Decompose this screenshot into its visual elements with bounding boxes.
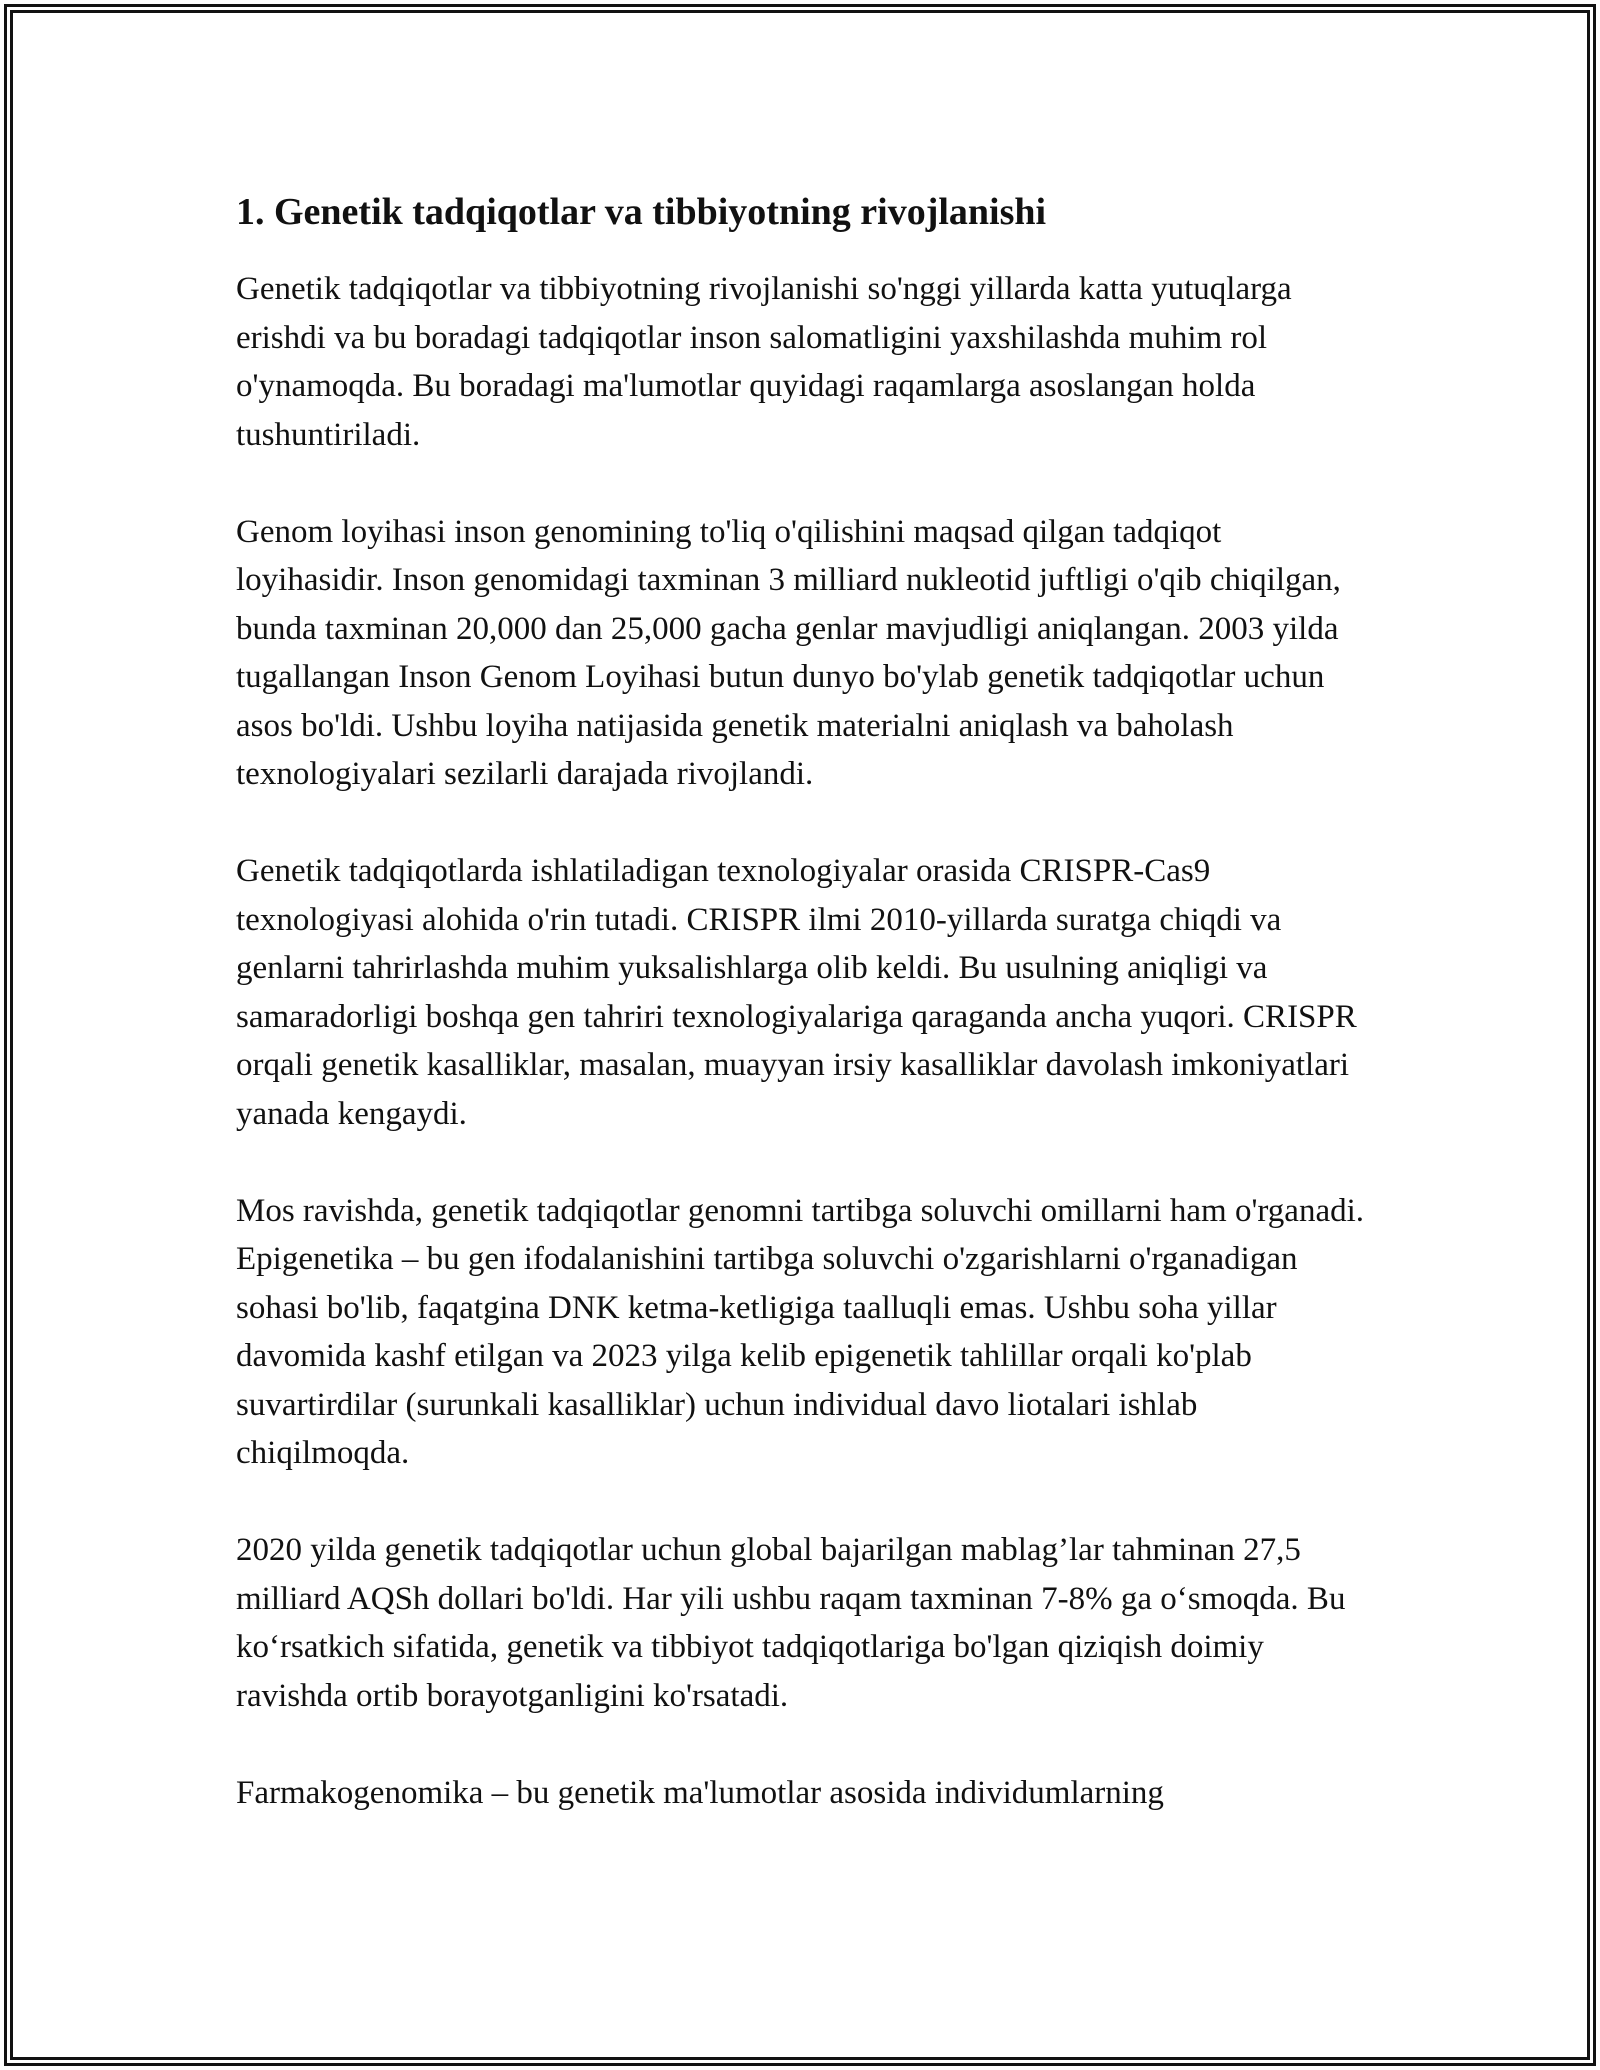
paragraph-funding: 2020 yilda genetik tadqiqotlar uchun global bajarilgan mablag’lar tahminan 27,5 milliard AQSh dollari bo'ldi. Har yili ushbu raqam taxminan 7-8% ga o‘smoqda. Bu ko‘rsatkich sifatida, genetik va tibbiyot tadqiqotlariga bo'lgan qiziqish doimiy ravishda ortib borayotganligini ko'rsatadi. <box>236 1532 1346 1714</box>
paragraph-genome-project: Genom loyihasi inson genomining to'liq o'qilishini maqsad qilgan tadqiqot loyihasidir. Inson genomidagi taxminan 3 milliard nukleotid juftligi o'qib chiqilgan, bunda taxminan 20,000 dan 25,000 gacha genlar mavjudligi aniqlangan. 2003 yilda tugallangan Inson Genom Loyihasi butun dunyo bo'ylab genetik tadqiqotlar uchun asos bo'ldi. Ushbu loyiha natijasida genetik materialni aniqlash va baholash texnologiyalari sezilarli darajada rivojlandi. <box>236 513 1341 793</box>
document-body <box>236 188 1376 1866</box>
paragraph-epigenetics: Mos ravishda, genetik tadqiqotlar genomni tartibga soluvchi omillarni ham o'rganadi. Epigenetika – bu gen ifodalanishini tartibga soluvchi o'zgarishlarni o'rganadigan sohasi bo'lib, faqatgina DNK ketma-ketligiga taalluqli emas. Ushbu soha yillar davomida kashf etilgan va 2023 yilga kelib epigenetik tahlillar orqali ko'plab suvartirdilar (surunkali kasalliklar) uchun individual davo liotalari ishlab chiqilmoqda. <box>236 1192 1365 1472</box>
paragraph-intro: Genetik tadqiqotlar va tibbiyotning rivojlanishi so'nggi yillarda katta yutuqlarga erishdi va bu boradagi tadqiqotlar inson salomatligini yaxshilashda muhim rol o'ynamoqda. Bu boradagi ma'lumotlar quyidagi raqamlarga asoslangan holda tushuntiriladi. <box>236 271 1292 453</box>
paragraph-crispr: Genetik tadqiqotlarda ishlatiladigan texnologiyalar orasida CRISPR-Cas9 texnologiyasi alohida o'rin tutadi. CRISPR ilmi 2010-yillarda suratga chiqdi va genlarni tahrirlashda muhim yuksalishlarga olib keldi. Bu usulning aniqligi va samaradorligi boshqa gen tahriri texnologiyalariga qaraganda ancha yuqori. CRISPR orqali genetik kasalliklar, masalan, muayyan irsiy kasalliklar davolash imkoniyatlari yanada kengaydi. <box>236 853 1357 1132</box>
section-heading: 1. Genetik tadqiqotlar va tibbiyotning rivojlanishi <box>236 191 1047 233</box>
paragraph-pharmacogenomics: Farmakogenomika – bu genetik ma'lumotlar asosida individumlarning <box>236 1774 1164 1811</box>
